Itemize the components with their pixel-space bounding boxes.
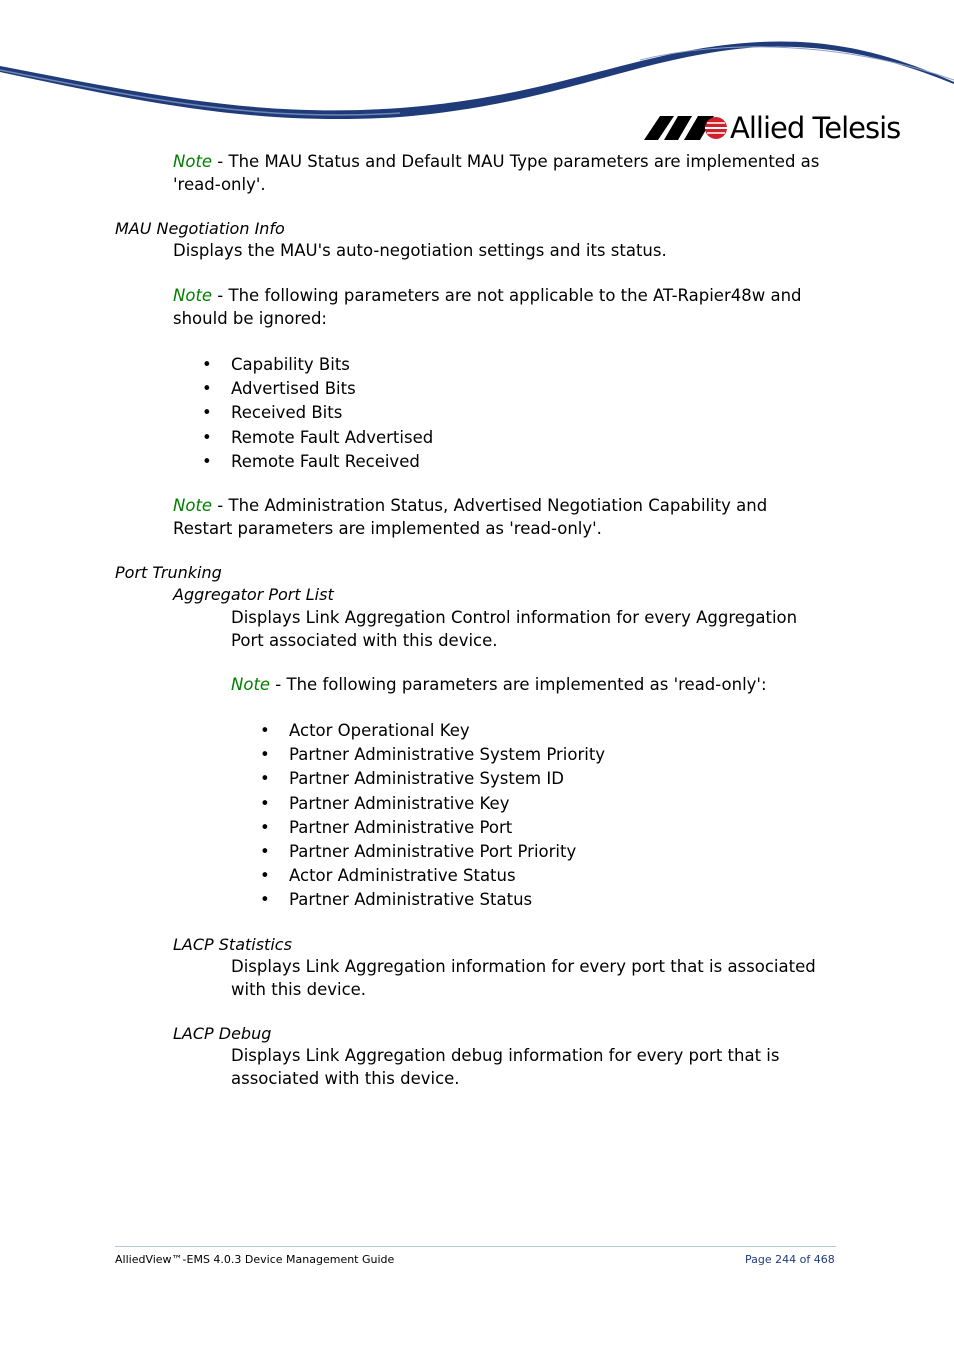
list-item: • Partner Administrative Port [231, 816, 605, 840]
bullet-icon: • [202, 379, 212, 399]
bullet-icon: • [202, 403, 212, 423]
bullet-icon: • [202, 427, 212, 447]
list-item: • Partner Administrative Port Priority [231, 840, 605, 864]
list-item: • Remote Fault Advertised [173, 426, 433, 450]
bullet-icon: • [260, 890, 270, 910]
note-label: Note [173, 286, 213, 305]
note-text: - The following parameters are implemented as 'read-only': [270, 675, 767, 694]
aggregator-port-list-heading: Aggregator Port List [173, 585, 334, 604]
lacp-debug-description: Displays Link Aggregation debug information for every port that is associated with this device. [231, 1046, 780, 1088]
list-item: • Received Bits [173, 401, 433, 425]
bullet-icon: • [202, 355, 212, 374]
bullet-icon: • [202, 451, 212, 471]
footer-document-title: AlliedView™-EMS 4.0.3 Device Management Guide [115, 1253, 395, 1266]
note-label: Note [231, 675, 271, 694]
lacp-statistics-heading: LACP Statistics [173, 935, 292, 954]
bullet-icon: • [260, 793, 270, 813]
bullet-icon: • [260, 745, 270, 765]
bullet-icon: • [260, 721, 270, 740]
list-item: • Actor Administrative Status [231, 864, 605, 888]
bullet-icon: • [260, 866, 270, 886]
footer-page-number: Page 244 of 468 [745, 1253, 835, 1266]
mau-negotiation-heading: MAU Negotiation Info [115, 219, 285, 238]
logo-wordmark: Allied Telesis [730, 111, 901, 145]
note-text: - The Administration Status, Advertised Negotiation Capability and Restart parameters are implemented as 'read-only'. [173, 496, 768, 538]
allied-telesis-logo [644, 110, 904, 146]
list-item: • Partner Administrative Key [231, 792, 605, 816]
header-swoosh [0, 0, 954, 125]
note-label: Note [173, 152, 213, 171]
note-text: - The following parameters are not applicable to the AT-Rapier48w and should be ignored: [173, 286, 802, 328]
logo-mark-icon [644, 114, 728, 142]
note-label: Note [173, 496, 213, 515]
lacp-debug-heading: LACP Debug [173, 1024, 272, 1043]
mau-negotiation-note [173, 285, 838, 330]
bullet-icon: • [260, 817, 270, 837]
list-item: • Remote Fault Received [173, 450, 433, 474]
list-item: • Capability Bits [173, 353, 433, 377]
aggregator-port-list-description: Displays Link Aggregation Control information for every Aggregation Port associated with this device. [231, 608, 798, 650]
note-text: - The MAU Status and Default MAU Type parameters are implemented as 'read-only'. [173, 152, 820, 194]
not-applicable-parameter-list [173, 353, 433, 474]
aggregator-readonly-note [231, 674, 831, 697]
list-item: • Actor Operational Key [231, 719, 605, 743]
bullet-icon: • [260, 841, 270, 861]
list-item: • Partner Administrative System ID [231, 767, 605, 791]
list-item: • Partner Administrative System Priority [231, 743, 605, 767]
mau-negotiation-readonly-note [173, 495, 823, 540]
mau-status-note [173, 151, 833, 196]
port-trunking-heading: Port Trunking [115, 563, 222, 582]
lacp-statistics-description: Displays Link Aggregation information for every port that is associated with this device. [231, 957, 816, 999]
bullet-icon: • [260, 769, 270, 789]
list-item: • Partner Administrative Status [231, 888, 605, 912]
list-item: • Advertised Bits [173, 377, 433, 401]
mau-negotiation-description: Displays the MAU's auto-negotiation settings and its status. [173, 241, 667, 260]
footer-divider [115, 1246, 836, 1247]
readonly-parameter-list [231, 719, 605, 913]
